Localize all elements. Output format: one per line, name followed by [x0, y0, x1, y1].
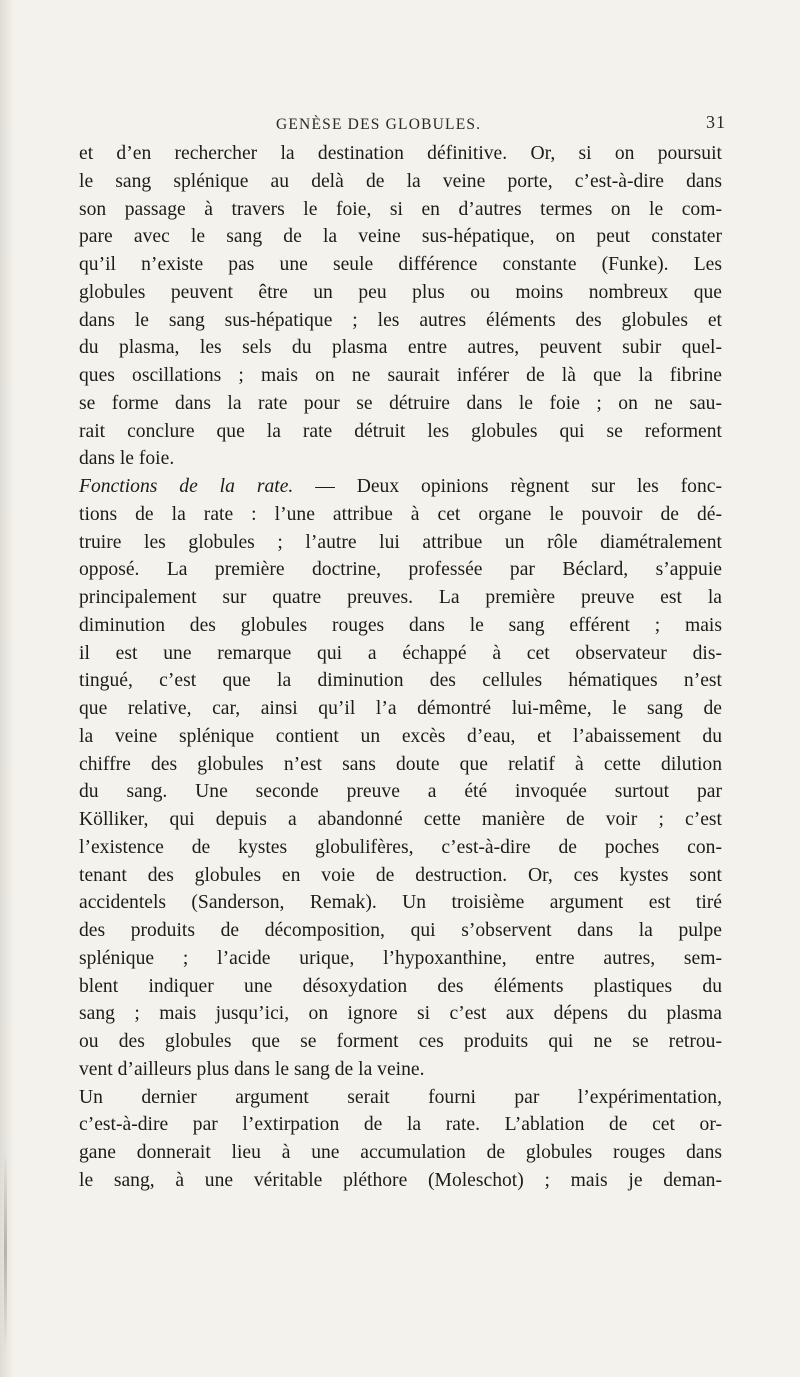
text-line: c’est-à-dire par l’extirpation de la rate. L’ablation de cet or-	[79, 1114, 722, 1136]
text-line: truire les globules ; l’autre lui attribue un rôle diamétralement	[79, 531, 722, 553]
text-line: dans le sang sus-hépatique ; les autres éléments des globules et	[79, 309, 722, 331]
text-line: globules peuvent être un peu plus ou moins nombreux que	[79, 281, 722, 303]
text-line: chiffre des globules n’est sans doute que relatif à cette dilution	[79, 753, 722, 775]
text-line: l’existence de kystes globulifères, c’est-à-dire de poches con-	[79, 836, 722, 858]
text-line: que relative, car, ainsi qu’il l’a démontré lui-même, le sang de	[79, 698, 722, 719]
page-edge-mark	[4, 1150, 7, 1350]
text-line: gane donnerait lieu à une accumulation de globules rouges dans	[79, 1142, 722, 1163]
text-line: sang ; mais jusqu’ici, on ignore si c’est aux dépens du plasma	[79, 1003, 722, 1025]
section-heading: Fonctions de la rate.	[79, 476, 294, 497]
text-line	[79, 473, 722, 501]
text-line: des produits de décomposition, qui s’observent dans la pulpe	[79, 920, 722, 941]
text-line: qu’il n’existe pas une seule différence constante (Funke). Les	[79, 254, 722, 275]
text-line: la veine splénique contient un excès d’eau, et l’abaissement du	[79, 725, 722, 747]
text-line: diminution des globules rouges dans le sang efférent ; mais	[79, 614, 722, 636]
running-title: GENÈSE DES GLOBULES.	[276, 116, 482, 133]
text-line: Un dernier argument serait fourni par l’expérimentation,	[79, 1086, 722, 1108]
body-text	[79, 140, 722, 1195]
text-line: opposé. La première doctrine, professée par Béclard, s’appuie	[79, 559, 722, 581]
text-line: splénique ; l’acide urique, l’hypoxanthine, entre autres, sem-	[79, 947, 722, 969]
text-line: son passage à travers le foie, si en d’autres termes on le com-	[79, 198, 722, 220]
text-line: vent d’ailleurs plus dans le sang de la veine.	[79, 1058, 425, 1080]
text-line: pare avec le sang de la veine sus-hépatique, on peut constater	[79, 226, 722, 248]
paragraph-1	[79, 140, 722, 473]
text-line: principalement sur quatre preuves. La première preuve est la	[79, 587, 722, 608]
text-line: et d’en rechercher la destination définitive. Or, si on poursuit	[79, 143, 722, 164]
text-line: accidentels (Sanderson, Remak). Un troisième argument est tiré	[79, 892, 722, 914]
text-line: ques oscillations ; mais on ne saurait inférer de là que la fibrine	[79, 365, 722, 386]
text-line: blent indiquer une désoxydation des éléments plastiques du	[79, 975, 722, 997]
text-line: du plasma, les sels du plasma entre autres, peuvent subir quel-	[79, 337, 722, 359]
text-line: le sang splénique au delà de la veine porte, c’est-à-dire dans	[79, 170, 722, 192]
text-line: le sang, à une véritable pléthore (Moleschot) ; mais je deman-	[79, 1169, 722, 1191]
text-line: il est une remarque qui a échappé à cet observateur dis-	[79, 642, 722, 664]
page-number: 31	[706, 112, 726, 132]
text-line: se forme dans la rate pour se détruire dans le foie ; on ne sau-	[79, 392, 722, 414]
text-line: tions de la rate : l’une attribue à cet organe le pouvoir de dé-	[79, 503, 722, 525]
text-line: tenant des globules en voie de destruction. Or, ces kystes sont	[79, 864, 722, 886]
heading-continuation: — Deux opinions règnent sur les fonc-	[293, 476, 722, 497]
text-line: Kölliker, qui depuis a abandonné cette manière de voir ; c’est	[79, 809, 722, 830]
paragraph-2	[79, 473, 722, 1084]
text-line: dans le foie.	[79, 448, 175, 470]
page-gutter-shadow	[0, 0, 14, 1377]
text-line: du sang. Une seconde preuve a été invoquée surtout par	[79, 781, 722, 803]
paragraph-3	[79, 1084, 722, 1195]
text-line: ou des globules que se forment ces produits qui ne se retrou-	[79, 1031, 722, 1052]
text-line: rait conclure que la rate détruit les globules qui se reforment	[79, 420, 722, 442]
text-line: tingué, c’est que la diminution des cellules hématiques n’est	[79, 670, 722, 692]
